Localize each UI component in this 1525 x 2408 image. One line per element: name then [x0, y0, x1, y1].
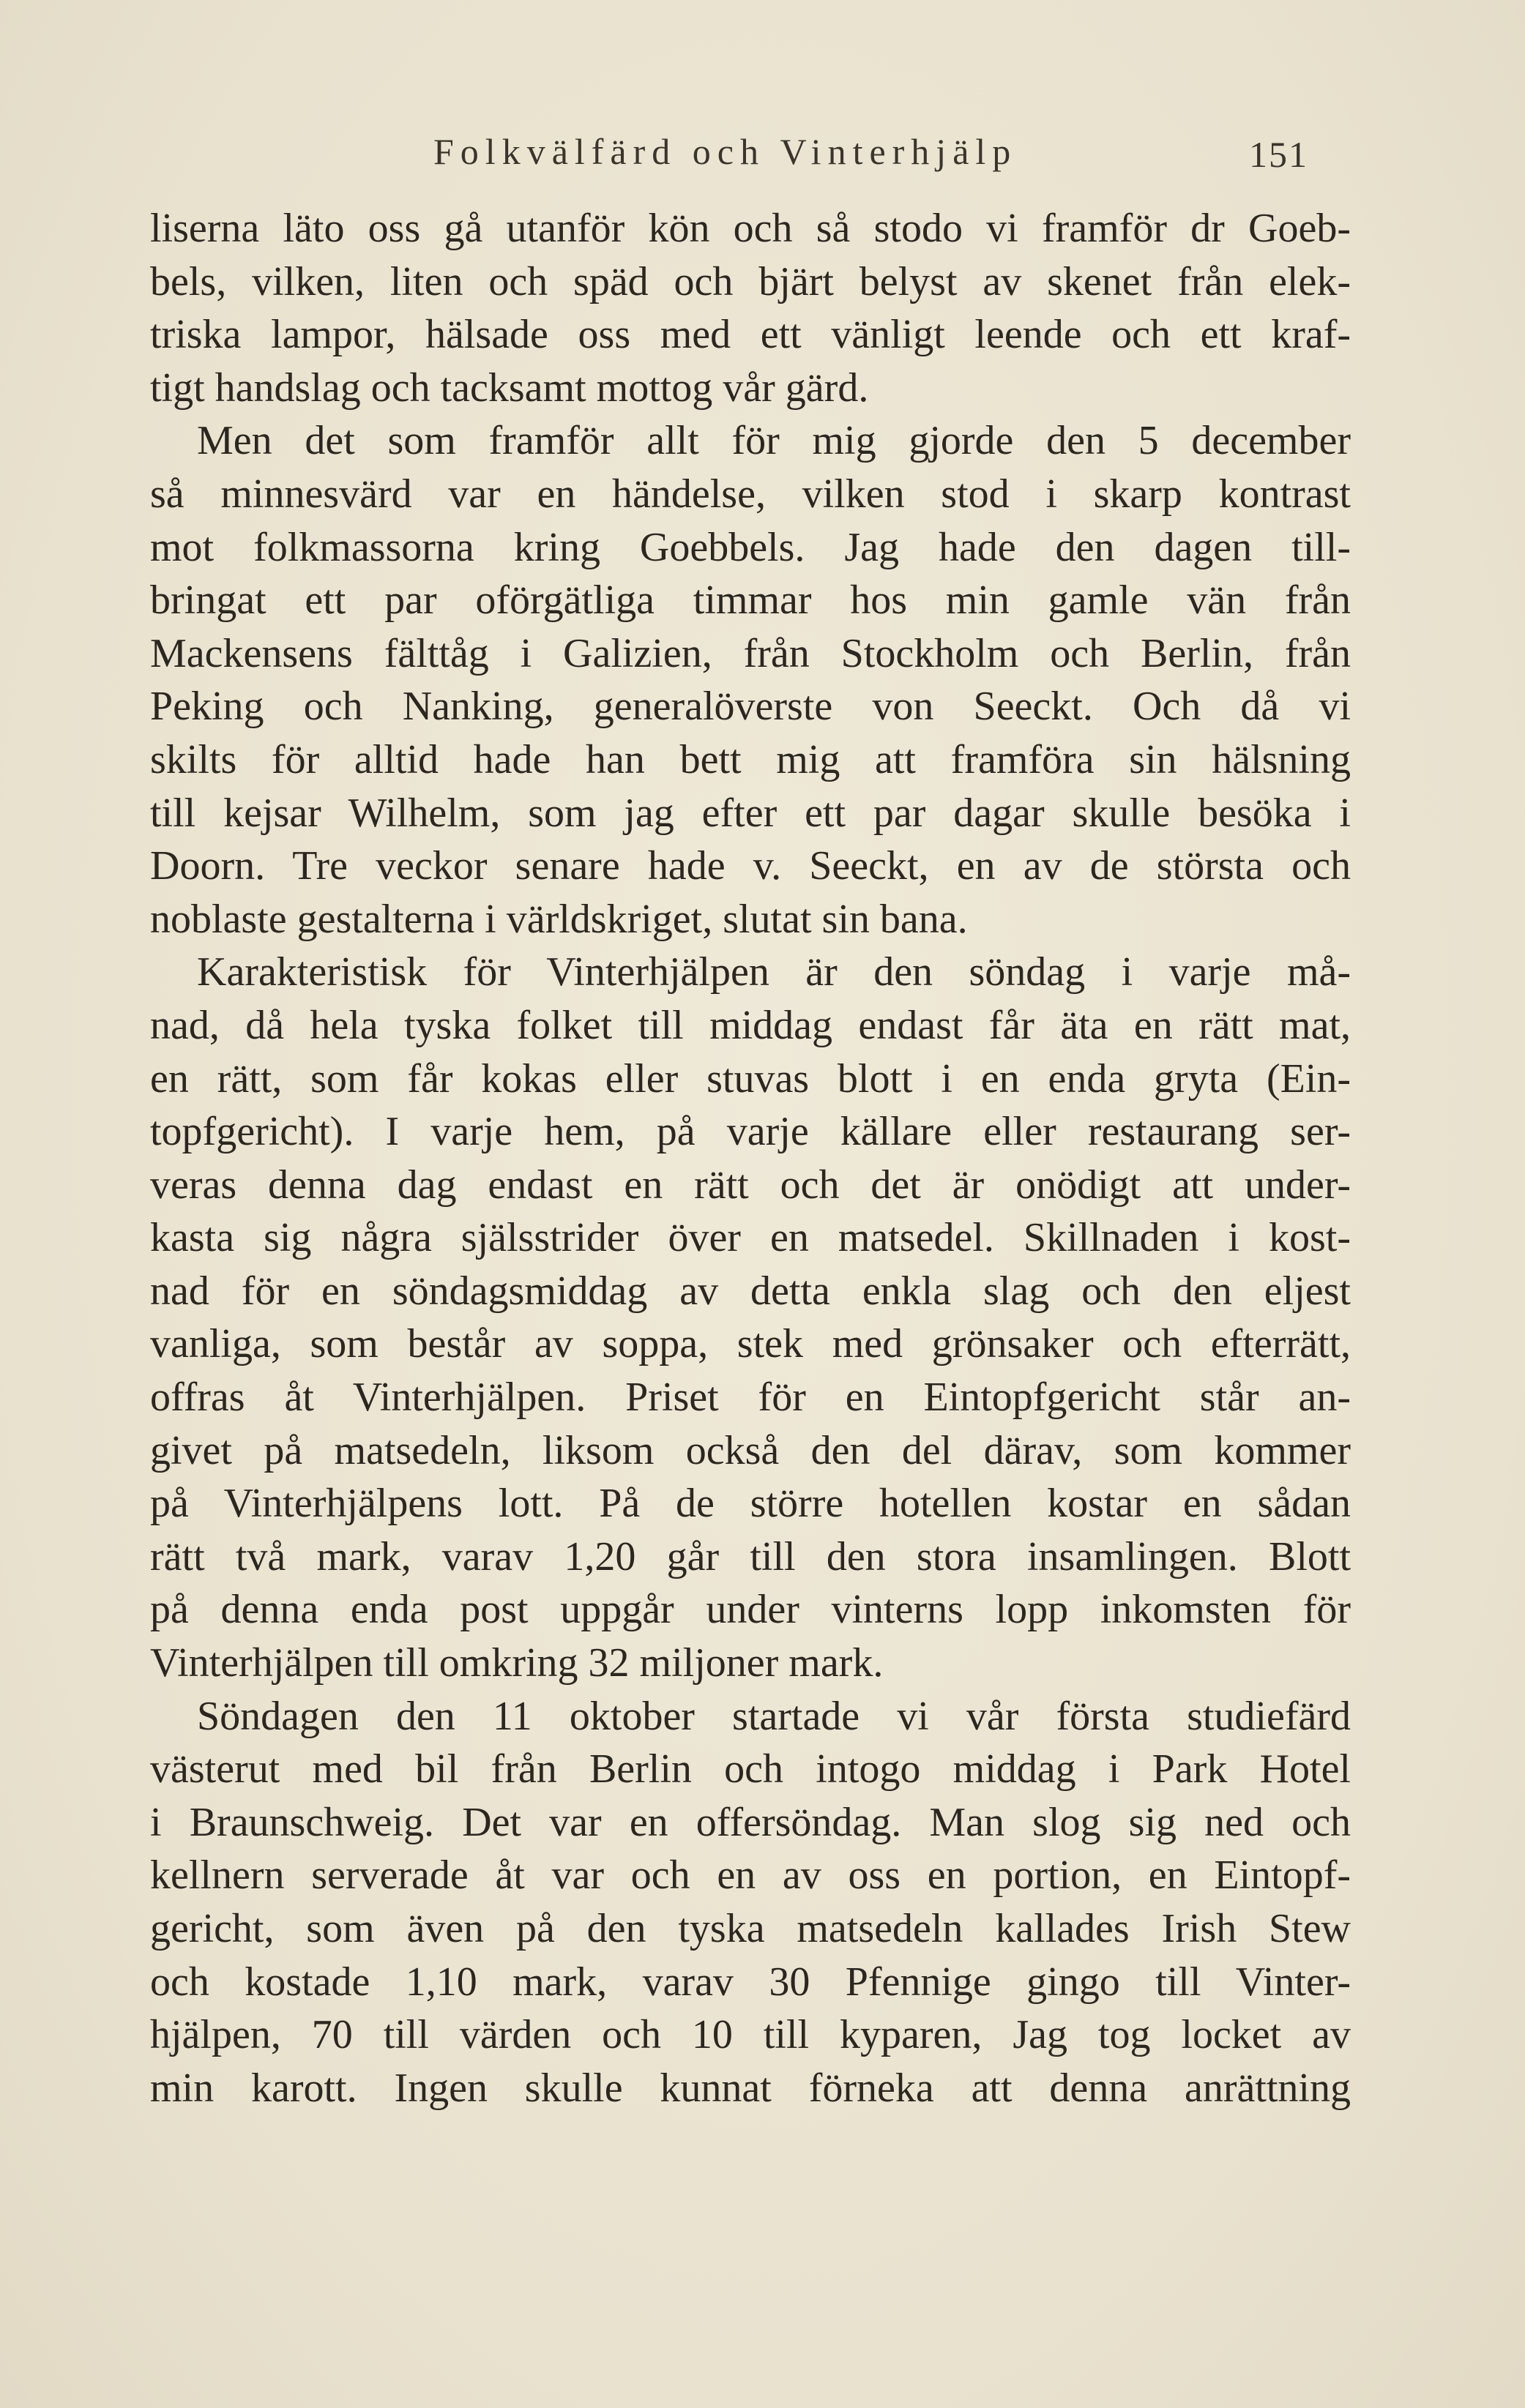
text-line: Vinterhjälpen till omkring 32 miljoner mark. [150, 1640, 884, 1686]
text-line: på Vinterhjälpens lott. På de större hotellen kostar en sådan [150, 1481, 1351, 1527]
text-line: så minnesvärd var en händelse, vilken stod i skarp kontrast [150, 471, 1351, 517]
text-line: nad för en söndagsmiddag av detta enkla slag och den eljest [150, 1268, 1351, 1314]
text-line: offras åt Vinterhjälpen. Priset för en Eintopfgericht står an- [150, 1375, 1351, 1421]
text-line: noblaste gestalterna i världskriget, slutat sin bana. [150, 896, 968, 942]
text-line: en rätt, som får kokas eller stuvas blott i en enda gryta (Ein- [150, 1055, 1351, 1102]
text-line: Doorn. Tre veckor senare hade v. Seeckt, en av de största och [150, 843, 1351, 889]
text-line: Söndagen den 11 oktober startade vi vår första studiefärd [197, 1693, 1351, 1739]
text-line: rätt två mark, varav 1,20 går till den stora insamlingen. Blott [150, 1533, 1351, 1579]
text-line: vanliga, som består av soppa, stek med grönsaker och efterrätt, [150, 1321, 1351, 1367]
text-line: tigt handslag och tacksamt mottog vår gärd. [150, 364, 869, 411]
text-line: bringat ett par oförgätliga timmar hos min gamle vän från [150, 577, 1351, 624]
text-line: givet på matsedeln, liksom också den del därav, som kommer [150, 1427, 1351, 1473]
text-line: kasta sig några själsstrider över en matsedel. Skillnaden i kost- [150, 1215, 1351, 1261]
text-line: liserna läto oss gå utanför kön och så stodo vi framför dr Goeb- [150, 206, 1351, 251]
text-line: i Braunschweig. Det var en offersöndag. Man slog sig ned och [150, 1799, 1351, 1845]
text-line: veras denna dag endast en rätt och det är onödigt att under- [150, 1162, 1351, 1208]
text-line: triska lampor, hälsade oss med ett vänligt leende och ett kraf- [150, 312, 1351, 358]
text-line: hjälpen, 70 till värden och 10 till kyparen, Jag tog locket av [150, 2012, 1351, 2058]
text-line: kellnern serverade åt var och en av oss en portion, en Eintopf- [150, 1852, 1351, 1899]
text-line: nad, då hela tyska folket till middag endast får äta en rätt mat, [150, 1002, 1351, 1048]
text-line: och kostade 1,10 mark, varav 30 Pfennige gingo till Vinter- [150, 1959, 1351, 2005]
text-line: Men det som framför allt för mig gjorde den 5 december [197, 418, 1351, 464]
text-line: min karott. Ingen skulle kunnat förneka att denna anrättning [150, 2065, 1351, 2111]
text-line: västerut med bil från Berlin och intogo middag i Park Hotel [150, 1746, 1351, 1792]
text-line: Peking och Nanking, generalöverste von Seeckt. Och då vi [150, 684, 1351, 730]
page-number: 151 [1249, 134, 1308, 175]
body-text [150, 202, 1351, 2115]
text-line: skilts för alltid hade han bett mig att framföra sin hälsning [150, 736, 1351, 782]
running-title: Folkvälfärd och Vinterhjälp [433, 131, 1018, 172]
text-line: topfgericht). I varje hem, på varje källare eller restaurang ser- [150, 1109, 1351, 1155]
text-line: Mackensens fälttåg i Galizien, från Stockholm och Berlin, från [150, 630, 1351, 676]
text-line: på denna enda post uppgår under vinterns lopp inkomsten för [150, 1587, 1351, 1633]
text-line: Karakteristisk för Vinterhjälpen är den söndag i varje må- [197, 949, 1351, 995]
text-line: bels, vilken, liten och späd och bjärt belyst av skenet från elek- [150, 258, 1351, 304]
text-line: gericht, som även på den tyska matsedeln kallades Irish Stew [150, 1906, 1351, 1951]
text-line: till kejsar Wilhelm, som jag efter ett par dagar skulle besöka i [150, 790, 1351, 836]
text-line: mot folkmassorna kring Goebbels. Jag hade den dagen till- [150, 524, 1351, 570]
